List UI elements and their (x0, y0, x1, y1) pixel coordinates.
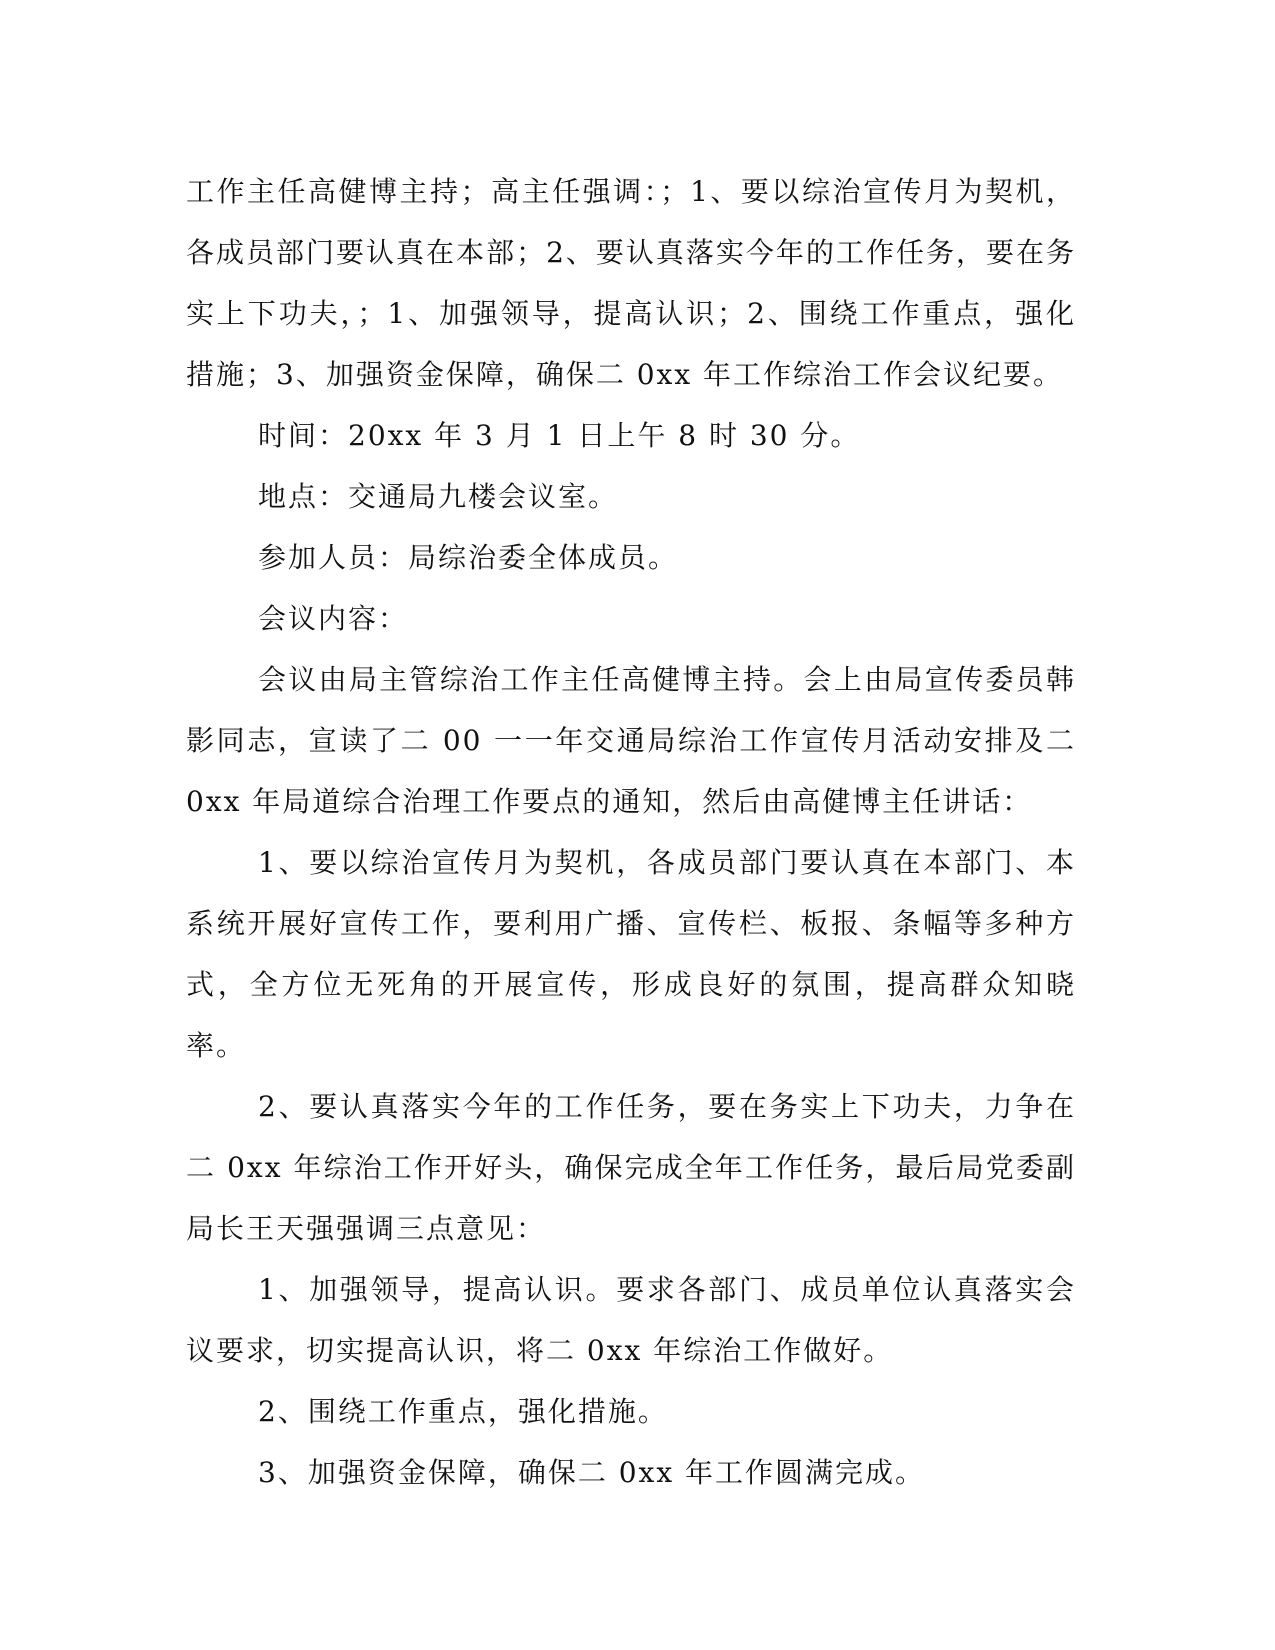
paragraph-point-publicity: 1、要以综治宣传月为契机，各成员部门要认真在本部门、本系统开展好宣传工作，要利用广播、宣传栏、板报、条幅等多种方式，全方位无死角的开展宣传，形成良好的氛围，提高群众知晓率。 (186, 846, 1076, 1062)
paragraph-meeting-location: 地点：交通局九楼会议室。 (258, 480, 619, 513)
paragraph-opinion-measures: 2、围绕工作重点，强化措施。 (258, 1395, 668, 1428)
paragraph-meeting-time: 时间：20xx 年 3 月 1 日上午 8 时 30 分。 (258, 419, 861, 452)
paragraph-meeting-overview: 会议由局主管综治工作主任高健博主持。会上由局宣传委员韩影同志，宣读了二 00 一一年交通局综治工作宣传月活动安排及二 0xx 年局道综合治理工作要点的通知，然后由高健博主任讲话： (186, 663, 1076, 818)
paragraph-point-tasks: 2、要认真落实今年的工作任务，要在务实上下功夫，力争在二 0xx 年综治工作开好头，确保完成全年工作任务，最后局党委副局长王天强强调三点意见： (186, 1090, 1076, 1245)
paragraph-content-heading: 会议内容： (258, 602, 409, 635)
paragraph-intro-summary: 工作主任高健博主持；高主任强调：；1、要以综治宣传月为契机，各成员部门要认真在本部；2、要认真落实今年的工作任务，要在务实上下功夫，；1、加强领导，提高认识；2、围绕工作重点，强化措施；3、加强资金保障，确保二 0xx 年工作综治工作会议纪要。 (186, 175, 1076, 391)
paragraph-attendees: 参加人员：局综治委全体成员。 (258, 541, 679, 574)
paragraph-opinion-leadership: 1、加强领导，提高认识。要求各部门、成员单位认真落实会议要求，切实提高认识，将二 0xx 年综治工作做好。 (186, 1273, 1076, 1367)
paragraph-opinion-funding: 3、加强资金保障，确保二 0xx 年工作圆满完成。 (258, 1456, 926, 1489)
document-body (186, 161, 1076, 1503)
